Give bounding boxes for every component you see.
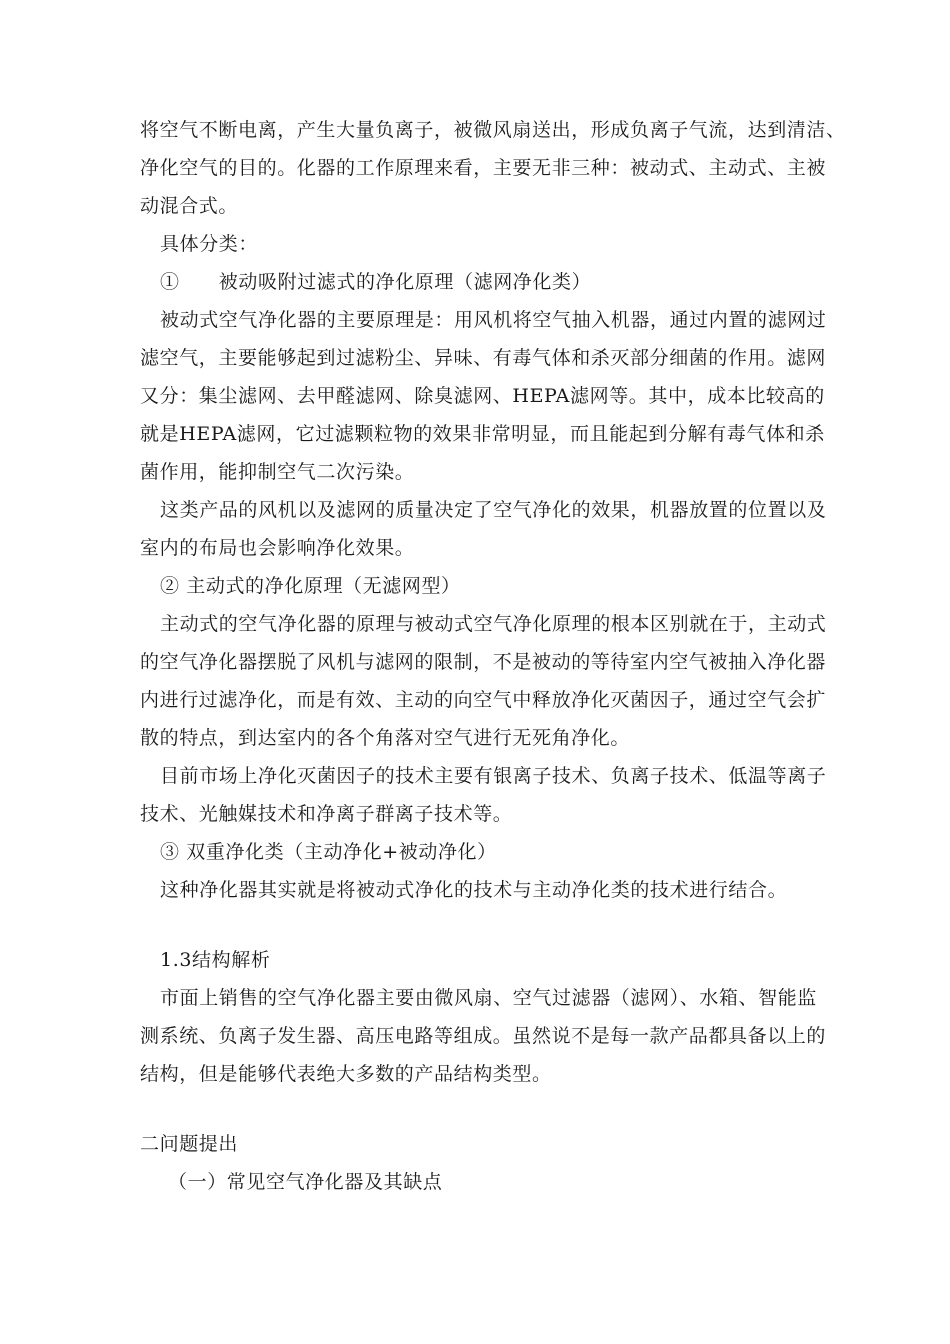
- list-heading-active: ② 主动式的净化原理（无滤网型）: [160, 575, 461, 597]
- paragraph-line: 这种净化器其实就是将被动式净化的技术与主动净化类的技术进行结合。: [160, 879, 788, 901]
- paragraph-line: 内进行过滤净化，而是有效、主动的向空气中释放净化灭菌因子，通过空气会扩: [140, 689, 827, 711]
- paragraph-line: 技术、光触媒技术和净离子群离子技术等。: [140, 803, 513, 825]
- paragraph-line: 这类产品的风机以及滤网的质量决定了空气净化的效果，机器放置的位置以及: [160, 499, 827, 521]
- paragraph-line: 测系统、负离子发生器、高压电路等组成。虽然说不是每一款产品都具备以上的: [140, 1025, 827, 1047]
- list-heading-dual: ③ 双重净化类（主动净化+被动净化）: [160, 841, 497, 863]
- paragraph-line: 又分：集尘滤网、去甲醛滤网、除臭滤网、HEPA滤网等。其中，成本比较高的: [140, 385, 825, 407]
- section-heading-problem: 二问题提出: [140, 1133, 239, 1155]
- paragraph-line: 滤空气，主要能够起到过滤粉尘、异味、有毒气体和杀灭部分细菌的作用。滤网: [140, 347, 827, 369]
- subsection-heading: （一）常见空气净化器及其缺点: [168, 1171, 443, 1193]
- paragraph-line: 净化空气的目的。化器的工作原理来看，主要无非三种：被动式、主动式、主被: [140, 157, 827, 179]
- section-label: 具体分类：: [160, 233, 259, 255]
- paragraph-line: 目前市场上净化灭菌因子的技术主要有银离子技术、负离子技术、低温等离子: [160, 765, 827, 787]
- paragraph-line: 市面上销售的空气净化器主要由微风扇、空气过滤器（滤网）、水箱、智能监: [160, 987, 817, 1009]
- paragraph-line: 的空气净化器摆脱了风机与滤网的限制，不是被动的等待室内空气被抽入净化器: [140, 651, 827, 673]
- section-heading-structure: 1.3结构解析: [160, 949, 271, 971]
- paragraph-line: 散的特点，到达室内的各个角落对空气进行无死角净化。: [140, 727, 631, 749]
- paragraph-line: 就是HEPA滤网，它过滤颗粒物的效果非常明显，而且能起到分解有毒气体和杀: [140, 423, 825, 445]
- list-heading-passive: ① 被动吸附过滤式的净化原理（滤网净化类）: [160, 271, 592, 293]
- paragraph-line: 菌作用，能抑制空气二次污染。: [140, 461, 415, 483]
- paragraph-line: 结构，但是能够代表绝大多数的产品结构类型。: [140, 1063, 552, 1085]
- paragraph-line: 主动式的空气净化器的原理与被动式空气净化原理的根本区别就在于，主动式: [160, 613, 827, 635]
- paragraph-line: 动混合式。: [140, 195, 239, 217]
- paragraph-line: 将空气不断电离，产生大量负离子，被微风扇送出，形成负离子气流，达到清洁、: [140, 119, 846, 141]
- paragraph-line: 被动式空气净化器的主要原理是：用风机将空气抽入机器，通过内置的滤网过: [160, 309, 827, 331]
- paragraph-line: 室内的布局也会影响净化效果。: [140, 537, 415, 559]
